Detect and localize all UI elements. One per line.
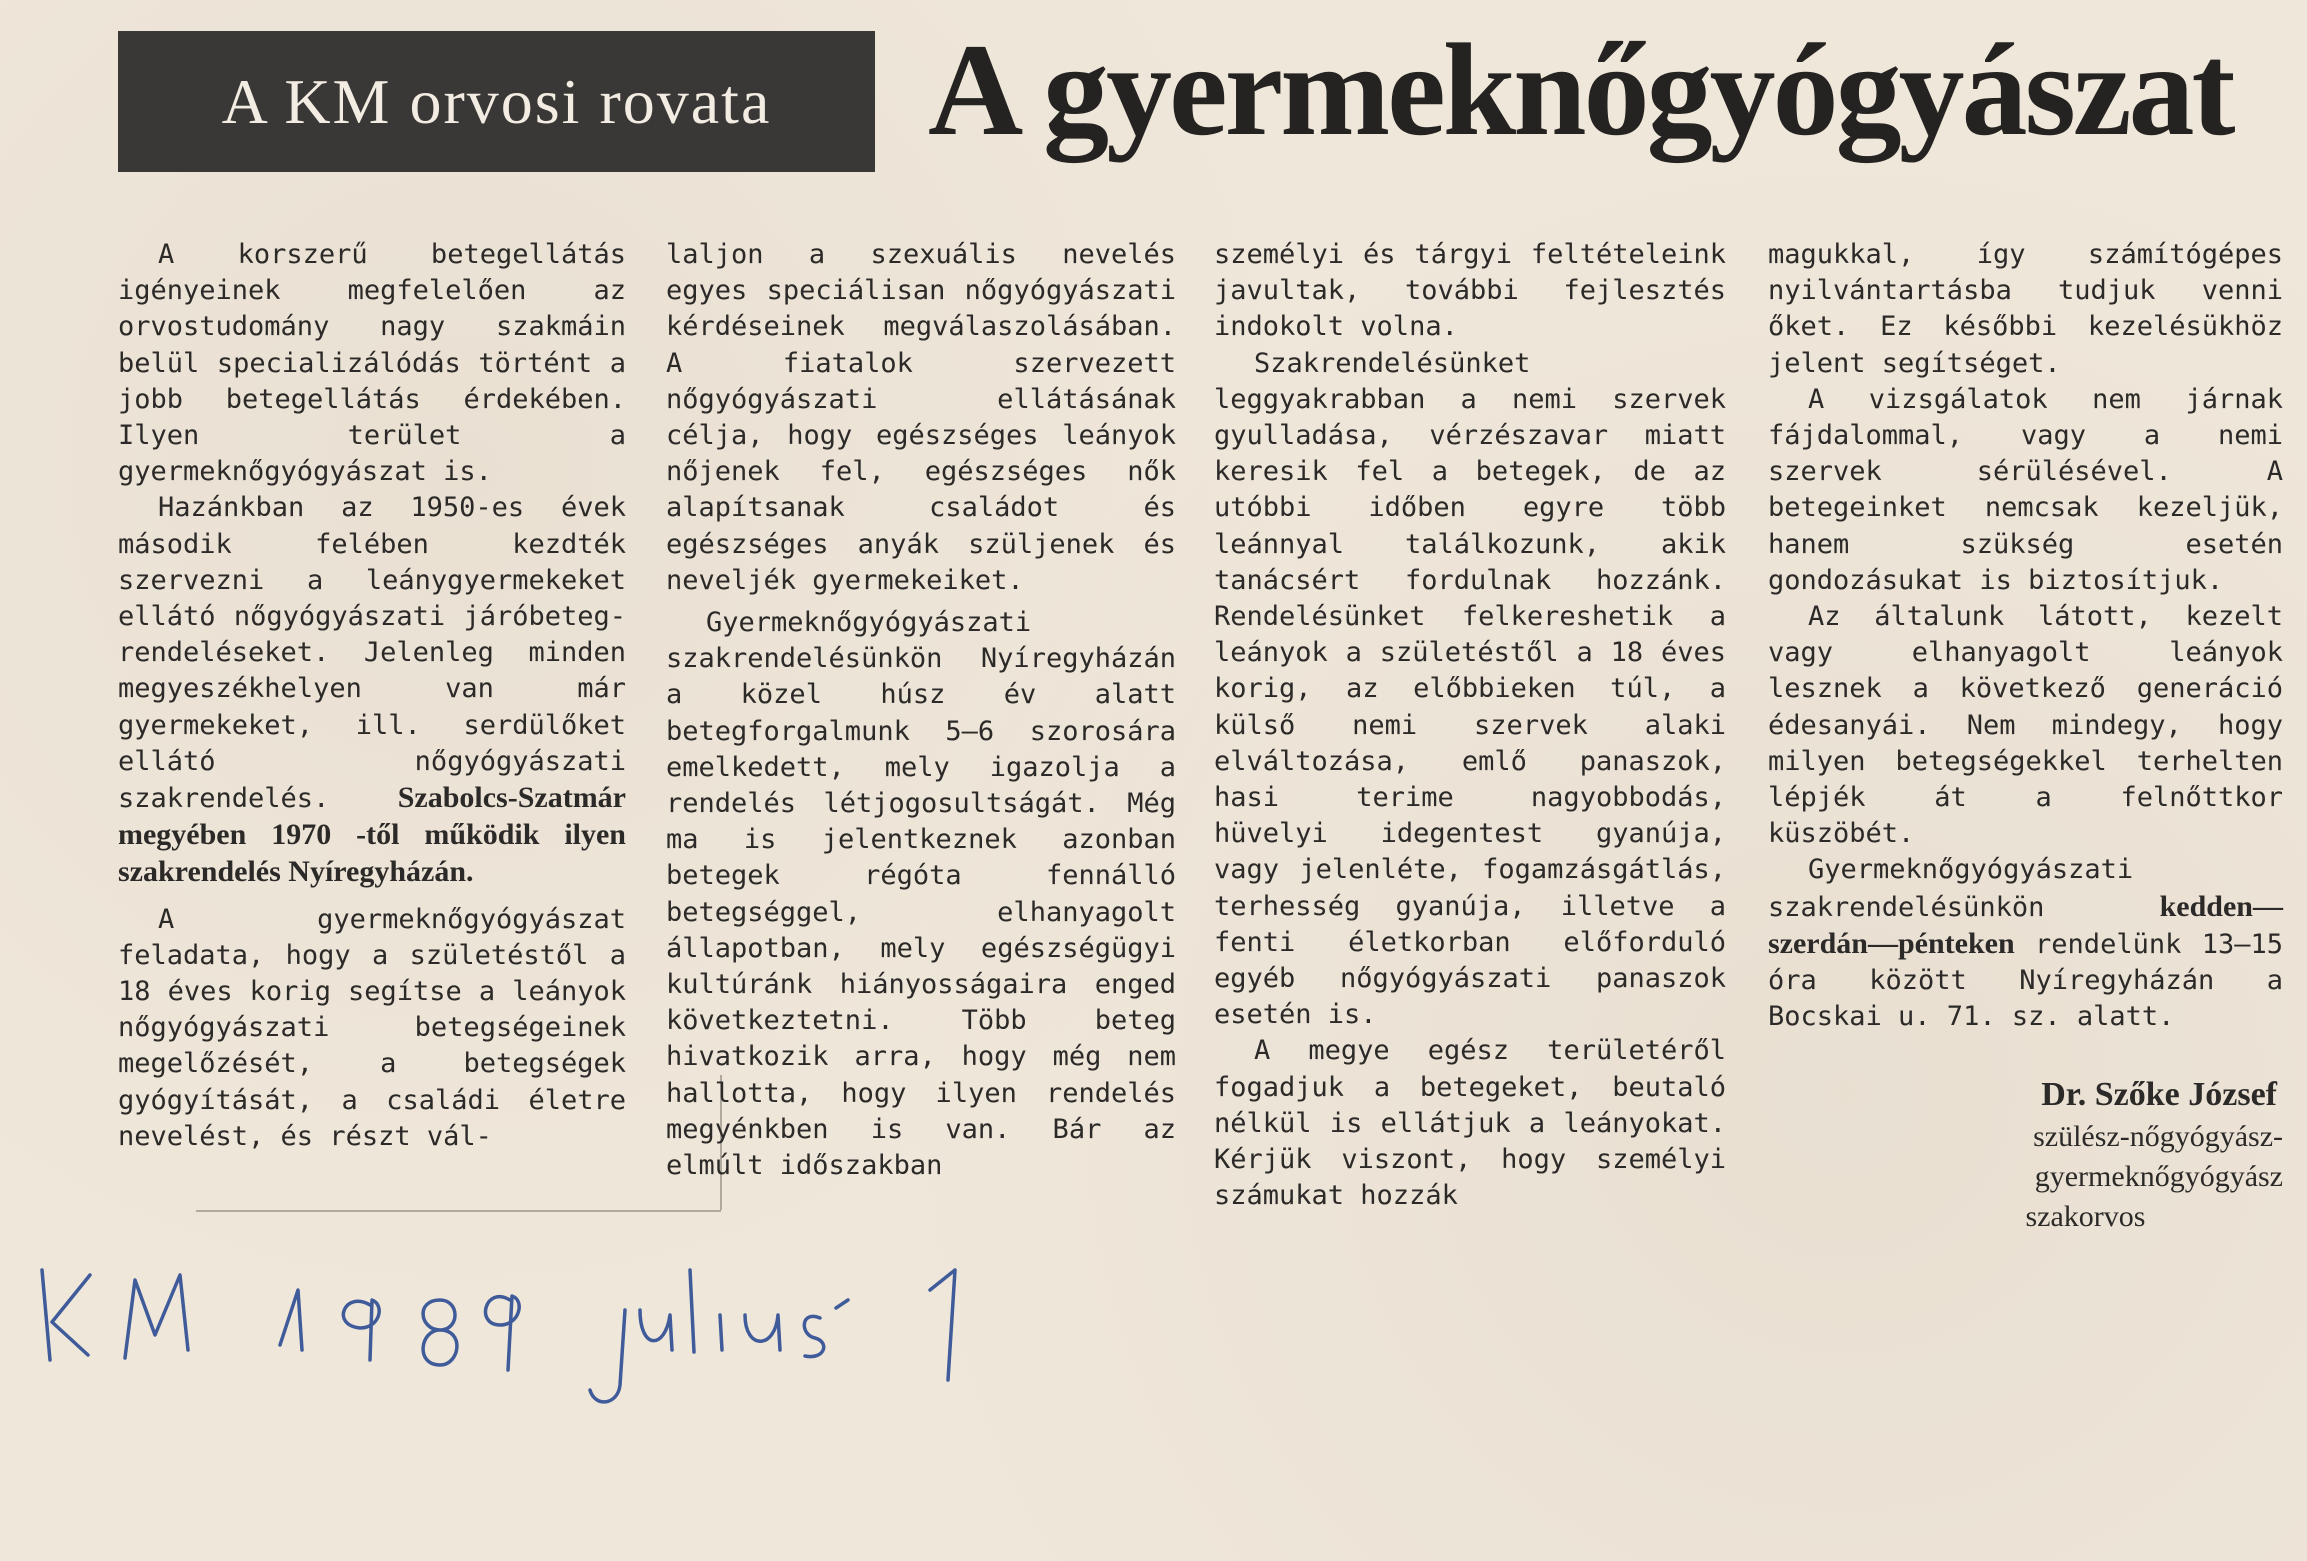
article-column-3 xyxy=(1214,237,1726,1214)
article-column-2 xyxy=(666,237,1176,1184)
author-signature xyxy=(1768,1073,2283,1237)
handwritten-date-note xyxy=(30,1230,1010,1430)
paragraph: Az általunk látott, kezelt vagy elhanyagolt leányok lesznek a következő generáció édesanyái. Nem mindegy, hogy milyen betegségekkel terhelten lépjék át a felnőttkor küszöbét. xyxy=(1768,601,2283,850)
paragraph: A megye egész területéről fogadjuk a betegeket, beutaló nélkül is ellátjuk a leányokat. Kérjük viszont, hogy személyi számukat hozzák xyxy=(1214,1035,1726,1212)
article-headline: A gyermeknőgyógyászat xyxy=(928,16,2233,163)
paragraph: személyi és tárgyi feltételeink javultak, további fejlesztés indokolt volna. xyxy=(1214,239,1726,343)
author-title-line: szülész-nőgyógyász- xyxy=(2033,1120,2283,1154)
paragraph-text: Hazánkban az 1950-es évek második felében kezdték szervezni a leánygyermekeket ellátó nőgyógyászati járóbeteg-rendeléseket. Jelenleg minden megyeszékhelyen van már gyermekeket, ill. serdülőket ellátó nőgyógyászati szakrendelés. xyxy=(118,492,626,815)
paragraph xyxy=(118,490,626,891)
kicker-text: A KM orvosi rovata xyxy=(221,65,772,137)
paragraph: Gyermeknőgyógyászati szakrendelésünkön Nyíregyházán a közel húsz év alatt betegforgalmunk 5—6 szorosára emelkedett, mely igazolja a rendelés létjogosultságát. Még ma is jelentkeznek azonban betegek régóta fennálló betegséggel, elhanyagolt állapotban, mely egészségügyi kultúránk hiányosságaira enged következtetni. Több beteg hivatkozik arra, hogy még nem hallotta, hogy ilyen rendelés megyénkben is van. Bár az elmúlt időszakban xyxy=(666,607,1176,1182)
column-rule xyxy=(196,1210,721,1212)
bold-statement: Szabolcs-Szatmár megyében 1970 -től működik ilyen szakrendelés Nyíregyházán. xyxy=(118,781,626,889)
article-column-4 xyxy=(1768,237,2283,1237)
paragraph-text: Gyermeknőgyógyászati szakrendelésünkön xyxy=(1768,854,2160,923)
author-title-line: szakorvos xyxy=(2025,1200,2146,1234)
paragraph xyxy=(1768,852,2283,1035)
paragraph-text: rendelünk 13—15 óra között Nyíregyházán a Bocskai u. 71. sz. alatt. xyxy=(1768,928,2283,1033)
paragraph: A korszerű betegellátás igényeinek megfelelően az orvostudomány nagy szakmáin belül specializálódás történt a jobb betegellátás érdekében. Ilyen terület a gyermeknőgyógyászat is. xyxy=(118,239,626,488)
paragraph: A gyermeknőgyógyászat feladata, hogy a születéstől a 18 éves korig segítse a leányok nőgyógyászati betegségeinek megelőzését, a betegségek gyógyítását, a családi életre nevelést, és részt vál- xyxy=(118,903,626,1152)
paragraph: laljon a szexuális nevelés egyes speciálisan nőgyógyászati kérdéseinek megválaszolásában. A fiatalok szervezett nőgyógyászati ellátásának célja, hogy egészséges leányok nőjenek fel, egészséges nők alapítsanak családot és egészséges anyák szüljenek és neveljék gyermekeiket. xyxy=(666,239,1176,596)
article-column-1 xyxy=(118,237,626,1155)
author-title-line: gyermeknőgyógyász xyxy=(2034,1160,2283,1194)
paragraph: Szakrendelésünket leggyakrabban a nemi szervek gyulladása, vérzészavar miatt keresik fel a betegek, de az utóbbi időben egyre több leánnyal találkozunk, akik tanácsért fordulnak hozzánk. Rendelésünket felkereshetik a leányok a születéstől a 18 éves korig, az előbbieken túl, a külső nemi szervek alaki elváltozása, emlő panaszok, hasi terime nagyobbodás, hüvelyi idegentest gyanúja, vagy jelenléte, fogamzásgátlás, terhesség gyanúja, illetve a fenti életkorban előforduló egyéb nőgyógyászati panaszok esetén is. xyxy=(1214,347,1726,1031)
paragraph: magukkal, így számítógépes nyilvántartásba tudjuk venni őket. Ez későbbi kezelésükhöz jelent segítséget. xyxy=(1768,239,2283,379)
paragraph: A vizsgálatok nem járnak fájdalommal, vagy a nemi szervek sérülésével. A betegeinket nemcsak kezeljük, hanem szükség esetén gondozásukat is biztosítjuk. xyxy=(1768,383,2283,596)
author-name: Dr. Szőke József xyxy=(2041,1076,2277,1114)
bold-days: kedden—szerdán—pénteken xyxy=(1768,889,2283,960)
section-kicker xyxy=(118,31,875,172)
